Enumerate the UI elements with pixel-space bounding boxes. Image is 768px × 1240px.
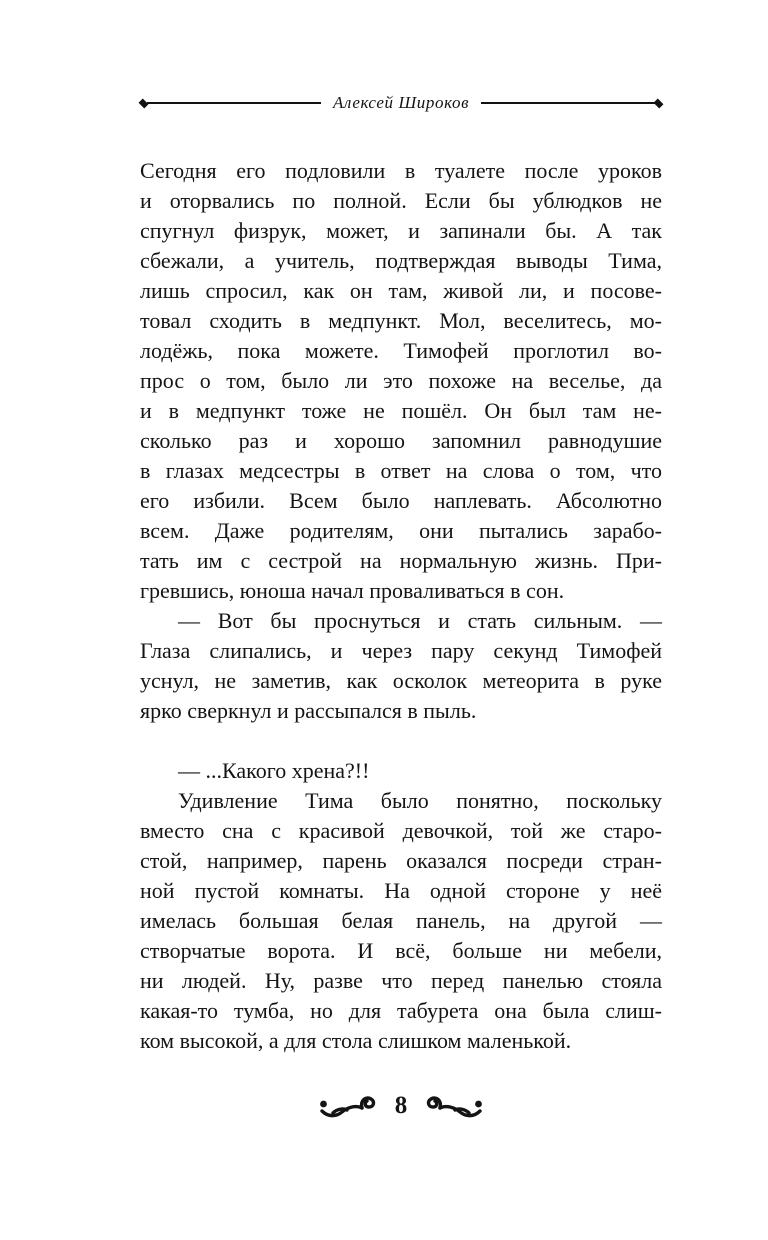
text-line: — Вот бы проснуться и стать сильным. — (178, 608, 662, 633)
diamond-ornament-icon (139, 98, 149, 108)
text-line: сколько раз и хорошо запомнил равнодушие (140, 428, 662, 453)
text-line: Удивление Тима было понятно, поскольку (178, 788, 662, 813)
text-line: какая-то тумба, но для табурета она была слиш- (140, 998, 662, 1023)
text-line: лодёжь, пока можете. Тимофей проглотил во- (140, 338, 662, 363)
text-line: в глазах медсестры в ответ на слова о том, что (140, 458, 662, 483)
text-line: его избили. Всем было наплевать. Абсолютно (140, 488, 662, 513)
text-line: гревшись, юноша начал проваливаться в сон. (140, 578, 565, 603)
header-rule-right (481, 100, 662, 107)
text-line: Глаза слипались, и через пару секунд Тимофей (140, 638, 662, 663)
body-text (140, 156, 662, 1056)
text-line: спугнул физрук, может, и запинали бы. А так (140, 218, 662, 243)
running-header (140, 93, 662, 113)
swirl-ornament-right-icon (425, 1093, 483, 1119)
text-line: всем. Даже родителям, они пытались зарабо- (140, 518, 662, 543)
text-line: — ...Какого хрена?!! (178, 758, 370, 783)
header-rule-left (140, 100, 321, 107)
swirl-ornament-left-icon (319, 1093, 377, 1119)
header-line-left (147, 102, 321, 104)
text-line: прос о том, было ли это похоже на веселье, да (140, 368, 662, 393)
paragraph (140, 156, 662, 606)
header-line-right (481, 102, 655, 104)
text-line: вместо сна с красивой девочкой, той же старо- (140, 818, 662, 843)
page-number: 8 (394, 1092, 408, 1119)
text-line: створчатые ворота. И всё, больше ни мебели, (140, 938, 662, 963)
text-line: стой, например, парень оказался посреди стран- (140, 848, 662, 873)
paragraph (140, 606, 662, 726)
text-line: Сегодня его подловили в туалете после уроков (140, 158, 662, 183)
text-line: уснул, не заметив, как осколок метеорита в руке (140, 668, 662, 693)
text-line: товал сходить в медпункт. Мол, веселитесь, мо- (140, 308, 662, 333)
paragraph (140, 756, 662, 786)
text-line: ком высокой, а для стола слишком маленькой. (140, 1028, 572, 1053)
page-footer (140, 1092, 662, 1120)
diamond-ornament-icon (654, 98, 664, 108)
text-line: лишь спросил, как он там, живой ли, и посове- (140, 278, 662, 303)
paragraph (140, 786, 662, 1056)
text-line: и оторвались по полной. Если бы ублюдков не (140, 188, 662, 213)
text-line: сбежали, а учитель, подтверждая выводы Тима, (140, 248, 662, 273)
author-name: Алексей Широков (332, 93, 470, 112)
text-line: тать им с сестрой на нормальную жизнь. При- (140, 548, 662, 573)
text-line: и в медпункт тоже не пошёл. Он был там не- (140, 398, 662, 423)
text-line: ни людей. Ну, разве что перед панелью стояла (140, 968, 662, 993)
text-line: ной пустой комнаты. На одной стороне у неё (140, 878, 662, 903)
text-line: имелась большая белая панель, на другой — (140, 908, 662, 933)
text-line: ярко сверкнул и рассыпался в пыль. (140, 698, 477, 723)
